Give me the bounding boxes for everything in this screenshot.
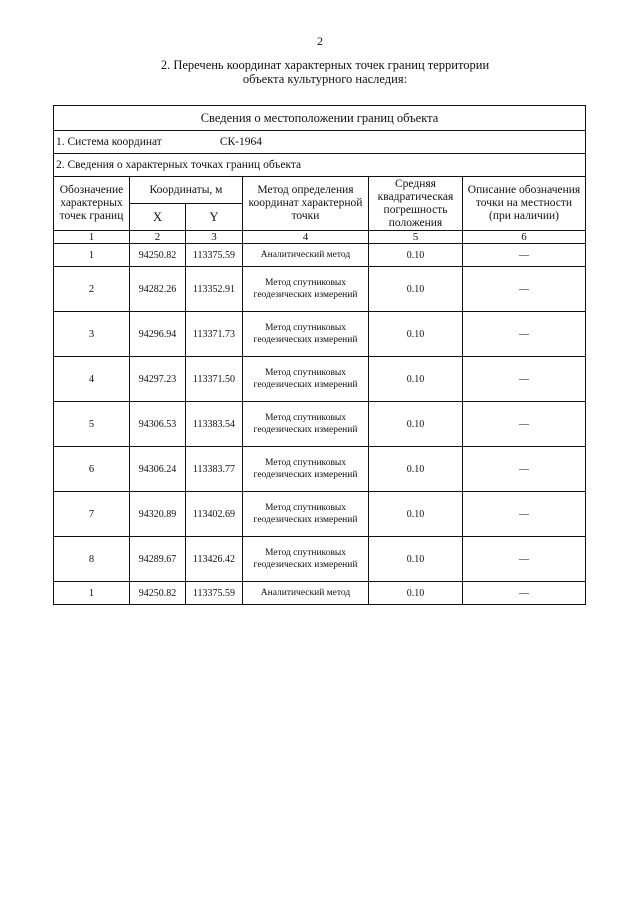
coordinate-system-value: СК-1964 [219,136,263,148]
point-designation: 1 [54,582,130,605]
table-row [54,537,586,582]
header-coordinates: Координаты, м [130,177,243,204]
position-error: 0.10 [369,402,463,447]
point-designation: 8 [54,537,130,582]
point-designation: 7 [54,492,130,537]
position-error: 0.10 [369,244,463,267]
position-error: 0.10 [369,447,463,492]
coordinate-y: 113371.50 [186,357,243,402]
point-description: — [463,582,586,605]
coordinate-x: 94306.53 [130,402,186,447]
header-error: Средняя квадратическая погрешность положения [369,177,463,231]
determination-method: Метод спутниковых геодезических измерений [243,267,369,312]
point-description: — [463,312,586,357]
coordinate-y: 113426.42 [186,537,243,582]
coordinate-x: 94297.23 [130,357,186,402]
point-description: — [463,492,586,537]
coordinate-system-row [54,131,586,154]
point-description: — [463,267,586,312]
point-designation: 5 [54,402,130,447]
page-number: 2 [317,34,323,48]
determination-method: Метод спутниковых геодезических измерений [243,357,369,402]
column-number: 4 [243,231,369,244]
coordinate-y: 113383.54 [186,402,243,447]
header-y: Y [186,204,243,231]
coordinate-x: 94289.67 [130,537,186,582]
point-description: — [463,357,586,402]
coordinate-x: 94250.82 [130,582,186,605]
coordinate-y: 113402.69 [186,492,243,537]
position-error: 0.10 [369,537,463,582]
table-row [54,244,586,267]
table-row [54,357,586,402]
heading-line-2: объекта культурного наследия: [242,72,408,86]
document-heading [120,58,530,86]
point-designation: 3 [54,312,130,357]
coordinate-y: 113383.77 [186,447,243,492]
table-row [54,447,586,492]
section-label: 2. Сведения о характерных точках границ объекта [54,154,586,177]
coordinate-y: 113371.73 [186,312,243,357]
position-error: 0.10 [369,312,463,357]
coordinate-y: 113375.59 [186,582,243,605]
column-number: 1 [54,231,130,244]
table-row [54,402,586,447]
point-designation: 6 [54,447,130,492]
determination-method: Аналитический метод [243,582,369,605]
point-description: — [463,537,586,582]
coordinate-x: 94306.24 [130,447,186,492]
point-designation: 2 [54,267,130,312]
point-description: — [463,244,586,267]
determination-method: Аналитический метод [243,244,369,267]
point-description: — [463,402,586,447]
position-error: 0.10 [369,267,463,312]
determination-method: Метод спутниковых геодезических измерений [243,447,369,492]
column-number: 2 [130,231,186,244]
table-row [54,582,586,605]
header-description: Описание обозначения точки на местности (при наличии) [463,177,586,231]
coordinate-y: 113352.91 [186,267,243,312]
position-error: 0.10 [369,357,463,402]
coordinate-x: 94282.26 [130,267,186,312]
column-number: 3 [186,231,243,244]
boundary-coordinates-table [53,105,586,605]
table-title: Сведения о местоположении границ объекта [54,106,586,131]
column-numbers-row [54,231,586,244]
point-description: — [463,447,586,492]
header-designation: Обозначение характерных точек границ [54,177,130,231]
table-row [54,312,586,357]
coordinate-x: 94296.94 [130,312,186,357]
determination-method: Метод спутниковых геодезических измерений [243,537,369,582]
coordinate-y: 113375.59 [186,244,243,267]
table-row [54,267,586,312]
header-x: X [130,204,186,231]
column-number: 5 [369,231,463,244]
determination-method: Метод спутниковых геодезических измерений [243,402,369,447]
table-row [54,492,586,537]
determination-method: Метод спутниковых геодезических измерений [243,312,369,357]
coordinate-x: 94250.82 [130,244,186,267]
heading-line-1: 2. Перечень координат характерных точек границ территории [160,58,490,72]
point-designation: 4 [54,357,130,402]
position-error: 0.10 [369,492,463,537]
determination-method: Метод спутниковых геодезических измерений [243,492,369,537]
point-designation: 1 [54,244,130,267]
position-error: 0.10 [369,582,463,605]
header-method: Метод определения координат характерной точки [243,177,369,231]
coordinate-system-label: 1. Система координат [56,136,162,148]
column-number: 6 [463,231,586,244]
coordinate-x: 94320.89 [130,492,186,537]
